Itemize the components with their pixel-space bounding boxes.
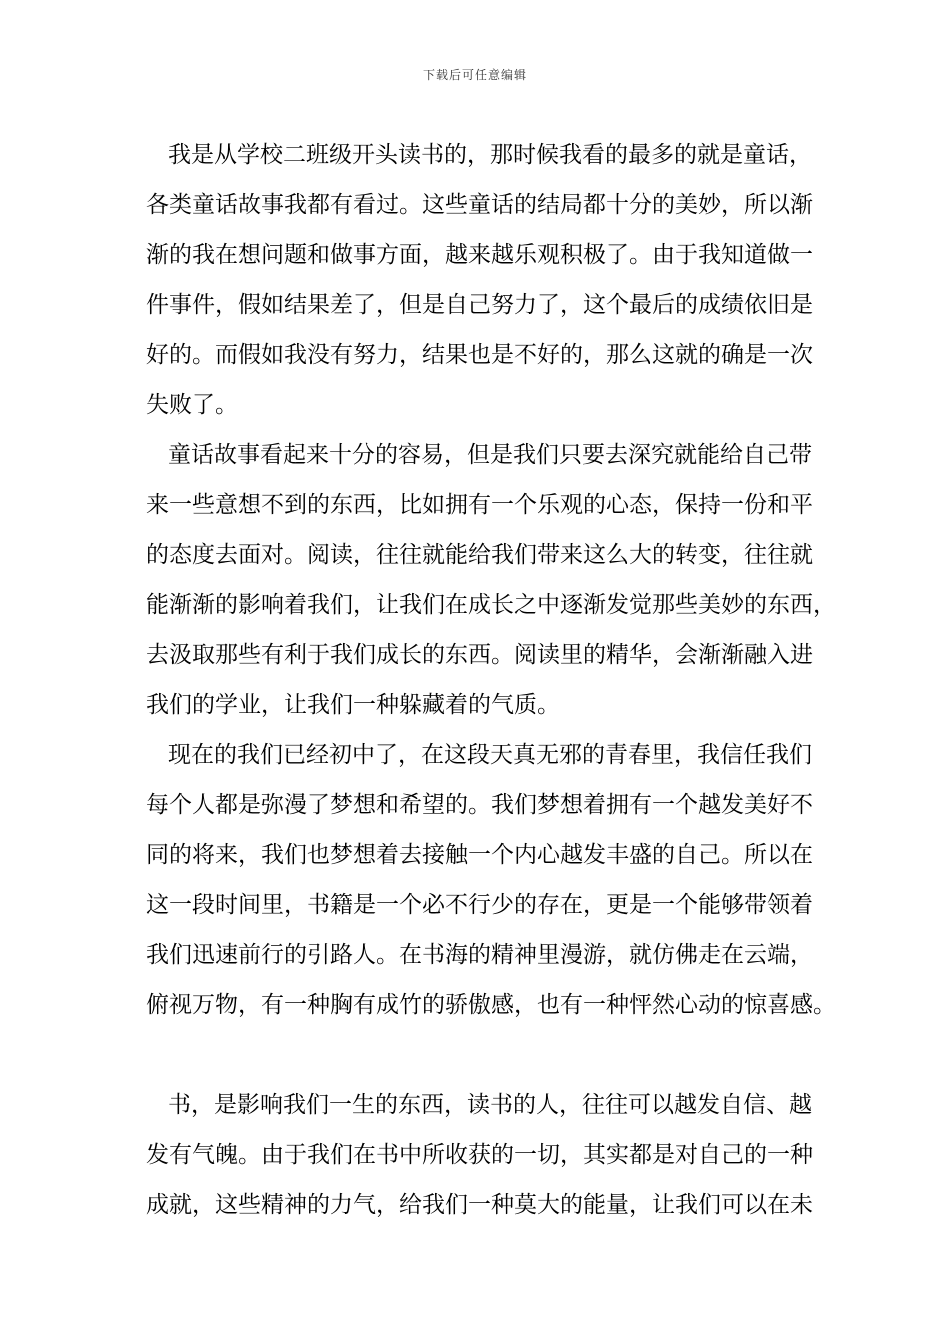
paragraph-2-line-4: 能渐渐的影响着我们，让我们在成长之中逐渐发觉那些美妙的东西，	[146, 592, 836, 618]
header-note: 下载后可任意编辑	[422, 68, 527, 82]
paragraph-4-line-1: 书，是影响我们一生的东西，读书的人，往往可以越发自信、越	[168, 1092, 812, 1118]
paragraph-3-line-6: 俯视万物，有一种胸有成竹的骄傲感，也有一种怦然心动的惊喜感。	[146, 992, 836, 1018]
paragraph-1-line-3: 渐的我在想问题和做事方面，越来越乐观积极了。由于我知道做一	[146, 242, 813, 268]
paragraph-4-line-3: 成就，这些精神的力气，给我们一种莫大的能量，让我们可以在未	[146, 1192, 813, 1218]
paragraph-3-line-2: 每个人都是弥漫了梦想和希望的。我们梦想着拥有一个越发美好不	[146, 792, 813, 818]
paragraph-1-line-1: 我是从学校二班级开头读书的，那时候我看的最多的就是童话，	[168, 142, 812, 168]
document-body	[146, 130, 836, 1230]
paragraph-3-line-4: 这一段时间里，书籍是一个必不行少的存在，更是一个能够带领着	[146, 892, 813, 918]
paragraph-3-line-3: 同的将来，我们也梦想着去接触一个内心越发丰盛的自己。所以在	[146, 842, 813, 868]
paragraph-3-line-1: 现在的我们已经初中了，在这段天真无邪的青春里，我信任我们	[168, 742, 812, 768]
paragraph-2-line-6: 我们的学业，让我们一种躲藏着的气质。	[146, 692, 560, 718]
paragraph-1-line-2: 各类童话故事我都有看过。这些童话的结局都十分的美妙，所以渐	[146, 192, 813, 218]
paragraph-2-line-1: 童话故事看起来十分的容易，但是我们只要去深究就能给自己带	[168, 442, 812, 468]
paragraph-4-line-2: 发有气魄。由于我们在书中所收获的一切，其实都是对自己的一种	[146, 1142, 813, 1168]
paragraph-1-line-4: 件事件，假如结果差了，但是自己努力了，这个最后的成绩依旧是	[146, 292, 813, 318]
paragraph-2-line-2: 来一些意想不到的东西，比如拥有一个乐观的心态，保持一份和平	[146, 492, 813, 518]
paragraph-gap	[146, 1030, 826, 1080]
paragraph-1-line-5: 好的。而假如我没有努力，结果也是不好的，那么这就的确是一次	[146, 342, 813, 368]
paragraph-2-line-3: 的态度去面对。阅读，往往就能给我们带来这么大的转变，往往就	[146, 542, 813, 568]
paragraph-3-line-5: 我们迅速前行的引路人。在书海的精神里漫游，就仿佛走在云端，	[146, 942, 813, 968]
paragraph-2-line-5: 去汲取那些有利于我们成长的东西。阅读里的精华，会渐渐融入进	[146, 642, 813, 668]
paragraph-1-line-6: 失败了。	[146, 392, 238, 418]
